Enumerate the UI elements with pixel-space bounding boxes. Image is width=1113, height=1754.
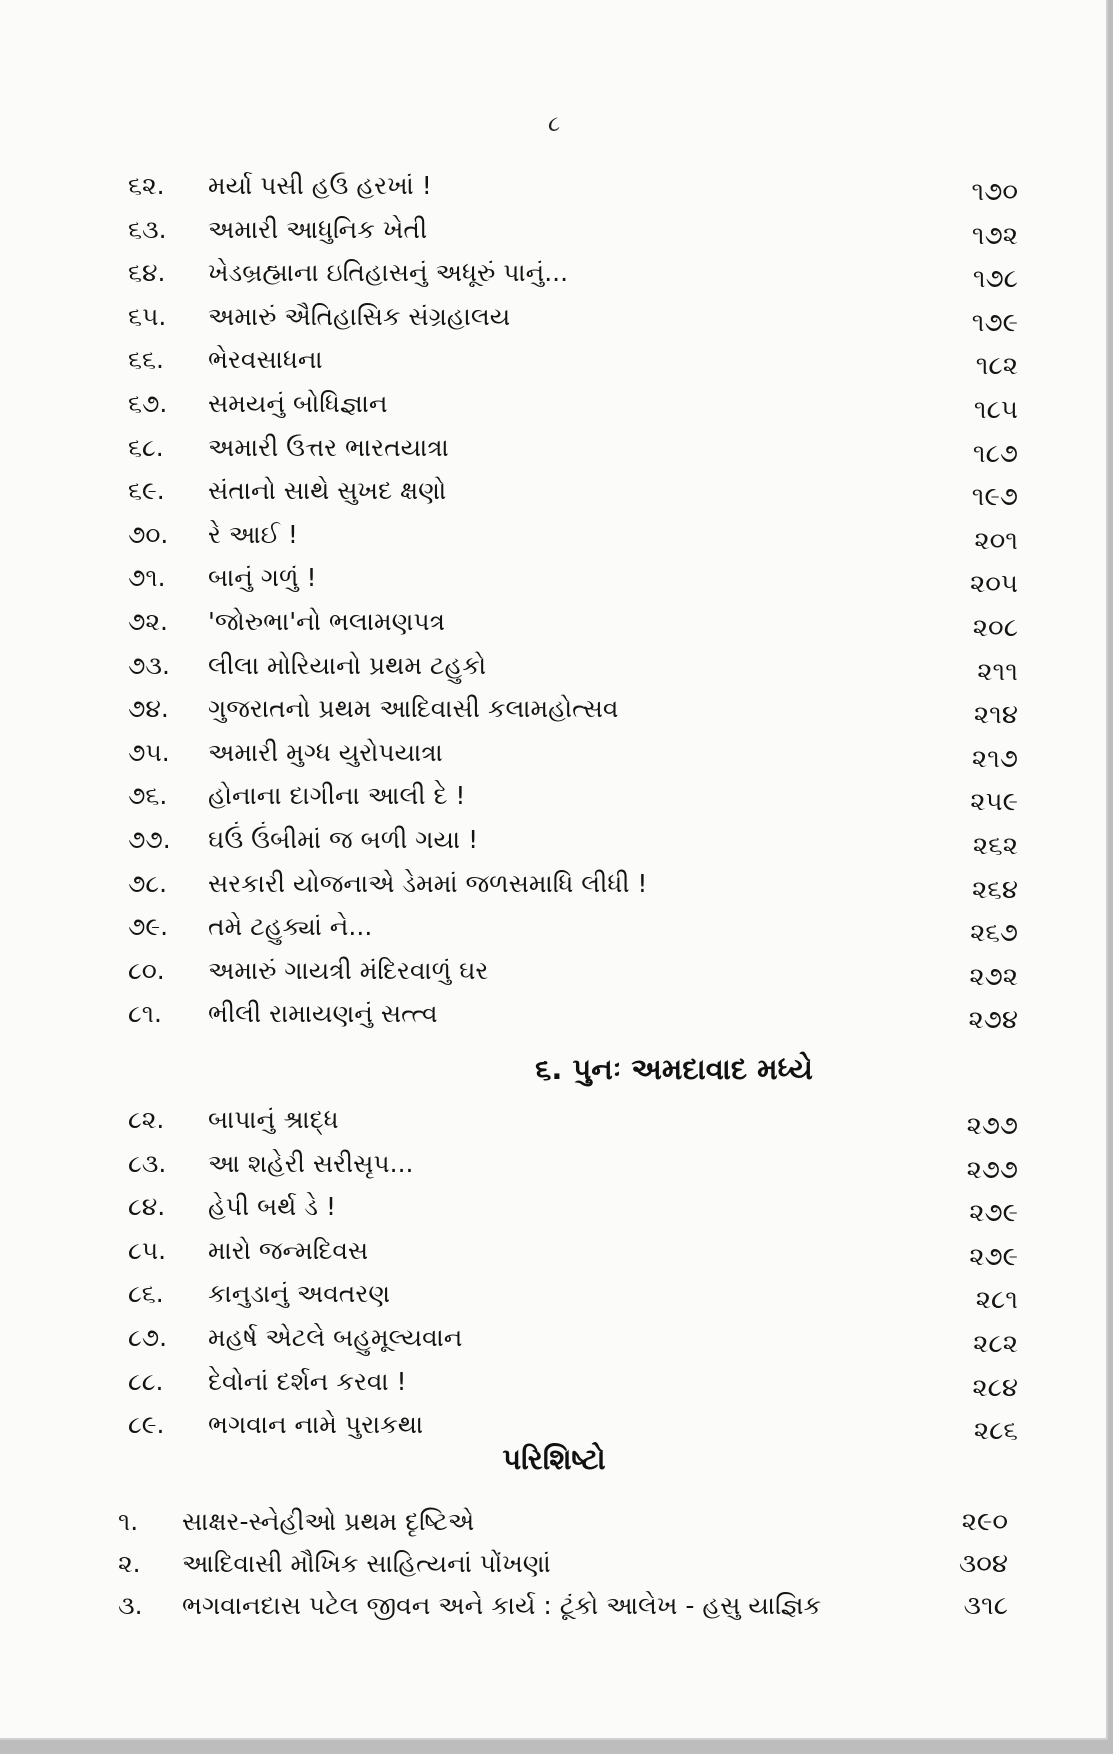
toc-entry	[128, 644, 1018, 688]
entry-page: ૨૫૯	[970, 787, 1018, 818]
entry-number: ૭૫.	[128, 737, 170, 767]
entry-number: ૮૩.	[128, 1148, 167, 1178]
entry-title: આ શહેરી સરીસૃપ...	[208, 1148, 414, 1178]
entry-number: ૭૩.	[128, 650, 170, 680]
toc-entry	[128, 251, 1018, 295]
entry-title: અમારી મુગ્ધ યુરોપયાત્રા	[208, 737, 443, 767]
toc-entry	[128, 1360, 1018, 1404]
entry-title: બાપાનું શ્રાદ્ધ	[208, 1105, 339, 1134]
entry-number: ૮૨.	[128, 1105, 165, 1134]
entry-number: ૮૧.	[128, 999, 162, 1029]
entry-number: ૭૪.	[128, 694, 169, 724]
toc-entry	[128, 469, 1018, 513]
entry-title: હોનાના દાગીના આલી દે !	[208, 781, 466, 811]
section-heading-appendix: પરિશિષ્ટો	[502, 1442, 606, 1476]
entry-number: ૮૪.	[128, 1192, 166, 1222]
entry-title: દેવોનાં દર્શન કરવા !	[208, 1366, 407, 1396]
entry-page: ૧૮૫	[973, 395, 1018, 425]
entry-number: ૬૯.	[128, 476, 165, 506]
entry-title: અમારી આધુનિક ખેતી	[208, 214, 428, 244]
toc-entry	[128, 600, 1018, 644]
entry-page: ૧૮૨	[975, 351, 1018, 382]
entry-number: ૩.	[118, 1591, 143, 1620]
toc-entry	[128, 1272, 1018, 1316]
toc-entry	[118, 1584, 1008, 1628]
entry-number: ૨.	[118, 1549, 141, 1578]
entry-title: ભગવાનદાસ પટેલ જીવન અને કાર્ય : ટૂંકો આલેખ - હસુ યાજ્ઞિક	[182, 1591, 822, 1620]
toc-entry	[118, 1542, 1008, 1586]
entry-page: ૧૯૭	[971, 482, 1018, 513]
entry-number: ૭૭.	[128, 825, 171, 854]
entry-title: ગુજરાતનો પ્રથમ આદિવાસી કલામહોત્સવ	[208, 694, 619, 724]
entry-title: રે આઈ !	[208, 519, 298, 549]
toc-entry	[128, 992, 1018, 1036]
entry-page: ૨૭૭	[966, 1154, 1018, 1185]
toc-entry	[128, 1098, 1018, 1142]
toc-entry	[128, 1316, 1018, 1360]
entry-page: ૨૧૭	[971, 743, 1018, 774]
entry-page: ૨૭૭	[966, 1111, 1018, 1141]
entry-page: ૨૬૭	[970, 918, 1018, 949]
entry-title: હેપી બર્થ ડે !	[208, 1192, 336, 1222]
entry-number: ૭૮.	[128, 868, 168, 898]
entry-title: લીલા મોરિયાનો પ્રથમ ટહુકો	[208, 650, 487, 680]
entry-number: ૬૨.	[128, 171, 165, 200]
entry-number: ૬૪.	[128, 258, 166, 288]
entry-number: ૭૦.	[128, 519, 169, 549]
entry-title: ભેરવસાધના	[208, 345, 323, 375]
entry-number: ૮૦.	[128, 955, 165, 985]
toc-entry	[128, 382, 1018, 426]
toc-entry	[128, 1185, 1018, 1229]
entry-page: ૨૦૧	[974, 525, 1018, 556]
page-number: ૮	[547, 112, 561, 137]
entry-title: ઘઉં ઉંબીમાં જ બળી ગયા !	[208, 825, 479, 854]
entry-page: ૨૮૧	[975, 1285, 1018, 1316]
toc-entry	[128, 818, 1018, 862]
entry-number: ૬૭.	[128, 389, 168, 418]
toc-entry	[128, 556, 1018, 600]
entry-title: મર્યા પસી હઉ હરખાં !	[208, 171, 432, 200]
entry-number: ૮૬.	[128, 1279, 164, 1309]
toc-entry	[128, 731, 1018, 775]
entry-page: ૧૮૭	[972, 438, 1018, 469]
toc-entry	[128, 295, 1018, 339]
entry-title: સંતાનો સાથે સુખદ ક્ષણો	[208, 476, 447, 506]
entry-number: ૮૯.	[128, 1410, 165, 1440]
entry-title: સમયનું બોધિજ્ઞાન	[208, 389, 388, 418]
entry-page: ૧૭૮	[972, 264, 1018, 295]
entry-page: ૨૬૨	[972, 831, 1018, 861]
entry-page: ૨૭૯	[969, 1198, 1018, 1229]
entry-page: ૨૧૧	[977, 656, 1018, 687]
entry-page: ૨૮૬	[973, 1416, 1018, 1447]
entry-title: ખેડબ્રહ્માના ઇતિહાસનું અધૂરું પાનું...	[208, 258, 569, 288]
toc-entry	[128, 208, 1018, 252]
entry-title: સાક્ષર-સ્નેહીઓ પ્રથમ દૃષ્ટિએ	[182, 1507, 475, 1536]
entry-page: ૨૭૪	[968, 1005, 1018, 1036]
entry-page: ૨૮૨	[973, 1329, 1018, 1359]
toc-entry	[128, 905, 1018, 949]
entry-title: ભીલી રામાયણનું સત્ત્વ	[208, 999, 438, 1029]
entry-title: અમારું ઐતિહાસિક સંગ્રહાલય	[208, 301, 511, 331]
toc-entry	[128, 774, 1018, 818]
entry-number: ૬૫.	[128, 301, 167, 331]
toc-entry	[128, 862, 1018, 906]
entry-page: ૨૦૫	[970, 569, 1018, 600]
entry-number: ૬૩.	[128, 214, 167, 244]
toc-entry	[128, 426, 1018, 470]
entry-page: ૧૭૦	[971, 177, 1018, 207]
toc-entry	[128, 164, 1018, 208]
entry-page: ૨૧૪	[973, 700, 1018, 731]
entry-title: કાનુડાનું અવતરણ	[208, 1279, 391, 1309]
entry-number: ૭૬.	[128, 781, 168, 811]
entry-title: મારો જન્મદિવસ	[208, 1235, 369, 1265]
toc-entry	[128, 687, 1018, 731]
entry-page: ૨૬૪	[972, 874, 1018, 905]
entry-title: 'જોરુભા'નો ભલામણપત્ર	[208, 607, 445, 636]
entry-number: ૭૨.	[128, 607, 168, 636]
toc-entry	[128, 949, 1018, 993]
entry-title: અમારી ઉત્તર ભારતયાત્રા	[208, 432, 449, 462]
entry-page: ૨૭૯	[969, 1241, 1018, 1272]
entry-page: ૧૭૯	[971, 307, 1018, 338]
entry-number: ૭૯.	[128, 912, 169, 942]
entry-title: બાનું ગળું !	[208, 563, 317, 593]
entry-page: ૨૮૪	[972, 1372, 1018, 1403]
entry-title: આદિવાસી મૌખિક સાહિત્યનાં પોંખણાં	[182, 1549, 551, 1578]
entry-page: ૨૭૨	[969, 961, 1018, 992]
entry-title: ભગવાન નામે પુરાકથા	[208, 1410, 424, 1440]
toc-entry	[128, 338, 1018, 382]
toc-entry	[128, 1142, 1018, 1186]
entry-number: ૬૬.	[128, 345, 164, 375]
entry-number: ૮૭.	[128, 1323, 168, 1352]
entry-page: ૩૦૪	[958, 1549, 1008, 1579]
entry-title: સરકારી યોજનાએ ડેમમાં જળસમાધિ લીધી !	[208, 868, 648, 898]
entry-number: ૮૫.	[128, 1235, 167, 1265]
toc-entry	[128, 1229, 1018, 1273]
entry-number: ૮૮.	[128, 1366, 164, 1396]
entry-title: મહર્ષ એટલે બહુમૂલ્યવાન	[208, 1323, 463, 1352]
toc-entry	[128, 513, 1018, 557]
toc-entry	[128, 1403, 1018, 1447]
entry-number: ૬૮.	[128, 432, 164, 462]
toc-entry	[118, 1500, 1008, 1544]
entry-page: ૧૭૨	[971, 220, 1018, 251]
entry-title: તમે ટહુક્યાં ને...	[208, 912, 373, 942]
entry-page: ૨૦૮	[972, 613, 1018, 643]
entry-number: ૭૧.	[128, 563, 166, 593]
entry-page: ૨૯૦	[961, 1507, 1008, 1537]
entry-number: ૧.	[118, 1507, 139, 1536]
entry-page: ૩૧૮	[963, 1591, 1008, 1621]
section-heading-ahmedabad: ૬. પુનઃ અમદાવાદ મધ્યે	[535, 1052, 813, 1086]
entry-title: અમારું ગાયત્રી મંદિરવાળું ઘર	[208, 955, 489, 985]
